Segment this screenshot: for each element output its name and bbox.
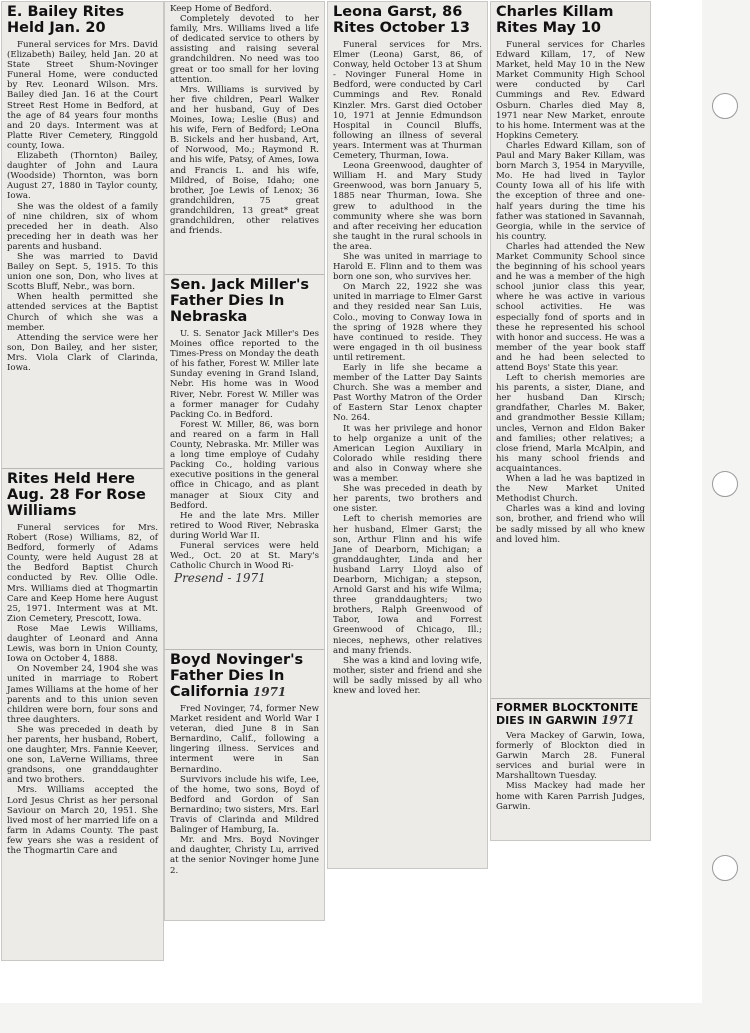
garst-para: She was united in marriage to Harold E. Flinn and to them was born one son, who survives her. [333, 251, 482, 283]
williams-cont-para: Mrs. Williams is survived by her five children, Pearl Walker and her husband, Guy of Des Moines, Iowa; Leslie (Bus) and his wife, Fern of Bedford; LeOna B. Sickels and her husband, Art, of Norwood, Mo.; Raymond R. and his wife, Patsy, of Ames, Iowa and Francis L. and his wife, Mildred, of Boise, Idaho; one brother, Joe Lewis of Lenox; 36 grandchildren, 75 great grandchildren, 13 great* great grandchildren, other relatives and friends. [170, 84, 319, 237]
garst-para: It was her privilege and honor to help organize a unit of the American Legion Auxiliary in Colorado while residing there and also in Conway where she was a member. [333, 423, 482, 485]
novinger-headline: Boyd Novinger's Father Dies In California 1971 [170, 652, 304, 700]
novinger-para: Fred Novinger, 74, former New Market resident and World War I veteran, died June 8 in San Bernardino, Calif., following a lingering illness. Services and interment were in San Bernardino. [170, 704, 319, 775]
mackey-para: Miss Mackey had made her home with Karen Parrish Judges, Garwin. [496, 781, 645, 812]
binder-hole-top [712, 93, 738, 119]
novinger-para: Mr. and Mrs. Boyd Novinger and daughter, Christy Lu, arrived at the senior Novinger home June 2. [170, 835, 319, 876]
miller-headline: Sen. Jack Miller's Father Dies In Nebraska [170, 277, 310, 325]
binder-hole-middle [712, 471, 738, 497]
miller-para: Forest W. Miller, 86, was born and reared on a farm in Hall County, Nebraska. Mr. Miller was a long time employe of Cudahy Packing Co., holding various executive positions in the general office in Chicago, and as plant manager at Sioux City and Bedford. [170, 419, 319, 511]
killam-headline: Charles Killam Rites May 10 [496, 4, 614, 36]
mackey-headline: FORMER BLOCKTONITE DIES IN GARWIN 1971 [496, 701, 639, 727]
garst-para: She was preceded in death by her parents, two brothers and one sister. [333, 484, 482, 515]
clipping-williams [2, 468, 163, 858]
bailey-para: Attending the service were her son, Don Bailey, and her sister, Mrs. Viola Clark of Clarinda, Iowa. [7, 332, 158, 373]
column-1 [2, 2, 163, 960]
column-2 [165, 2, 324, 920]
killam-para: When a lad he was baptized in the New Market United Methodist Church. [496, 474, 645, 505]
killam-para: Funeral services for Charles Edward Killam, 17, of New Market, held May 10 in the New Market Community High School were conducted by Carl Cummings and Rev. Edward Osburn. Charles died May 8, 1971 near New Market, enroute to his home. Interment was at the Hopkins Cemetery. [496, 40, 645, 141]
williams-para: Funeral services for Mrs. Robert (Rose) Williams, 82, of Bedford, formerly of Adams County, were held August 28 at the Bedford Baptist Church conducted by Rev. Ollie Odle. Mrs. Williams died at Thogmartin Care and Keep Home here August 25, 1971. Interment was at Mt. Zion Cemetery, Prescott, Iowa. [7, 523, 158, 624]
clipping-bailey [2, 2, 163, 468]
bailey-headline: E. Bailey Rites Held Jan. 20 [7, 4, 125, 36]
garst-headline: Leona Garst, 86 Rites October 13 [333, 4, 470, 36]
column-3 [328, 2, 487, 868]
bailey-para: When health permitted she attended services at the Baptist Church of which she was a member. [7, 292, 158, 333]
miller-para: Funeral services were held Wed., Oct. 20 at St. Mary's Catholic Church in Wood Ri- [170, 540, 319, 572]
clipping-killam [491, 2, 650, 698]
garst-para: Funeral services for Mrs. Elmer (Leona) Garst, 86, of Conway, held October 13 at Shum - Novinger Funeral Home in Bedford, were conducted by Carl Cummings and Rev. Ronald Kinzler. Mrs. Garst died October 10, 1971 at Jennie Edmundson Hospital in Council Bluffs, following an illness of several years. Interment was at Thurman Cemetery, Thurman, Iowa. [333, 40, 482, 162]
clipping-novinger [165, 649, 324, 878]
clipping-miller [165, 274, 324, 649]
garst-para: She was a kind and loving wife, mother, sister and friend and she will be sadly missed by all who knew and loved her. [333, 655, 482, 696]
williams-para: On November 24, 1904 she was united in marriage to Robert James Williams at the home of her parents and to this union seven children were born, four sons and three daughters. [7, 664, 158, 725]
bailey-para: Funeral services for Mrs. David (Elizabeth) Bailey, held Jan. 20 at State Street Shum-Novinger Funeral Home, were conducted by Rev. Leonard Wilson. Mrs. Bailey died Jan. 16 at the Court Street Rest Home in Bedford, at the age of 84 years four months and 20 days. Interment was at Platte River Cemetery, Ringgold county, Iowa. [7, 40, 158, 151]
column-4 [491, 2, 650, 840]
williams-para: She was preceded in death by her parents, her husband, Robert, one daughter, Mrs. Fannie Keever, one son, LaVerne Williams, three grandsons, one granddaughter and two brothers. [7, 724, 158, 786]
miller-para: U. S. Senator Jack Miller's Des Moines office reported to the Times-Press on Monday the death of his father, Forest W. Miller late Sunday evening in Grand Island, Nebr. His home was in Wood River, Nebr. Forest W. Miller was a former manager for Cudahy Packing Co. in Bedford. [170, 329, 319, 420]
killam-para: Charles was a kind and loving son, brother, and friend who will be sadly missed by all who knew and loved him. [496, 504, 645, 545]
binder-hole-bottom [712, 855, 738, 881]
novinger-handwritten-year: 1971 [252, 685, 287, 699]
williams-cont-para: Completely devoted to her family, Mrs. Williams lived a life of dedicated service to others by assisting and raising several grandchildren. No need was too great or too small for her loving attention. [170, 14, 319, 85]
killam-para: Charles had attended the New Market Community School since the beginning of his school years and he was a member of the high school junior class this year, where he was active in various school activities. He was especially fond of sports and in these he represented his school with honor and success. He was a member of the year book staff and he had been selected to attend Boys' State this year. [496, 241, 645, 373]
bailey-para: Elizabeth (Thornton) Bailey, daughter of John and Laura (Woodside) Thornton, was born August 27, 1880 in Taylor county, Iowa. [7, 151, 158, 202]
clipping-williams-continued [165, 2, 324, 274]
miller-handwritten-note: Presend - 1971 [174, 571, 266, 586]
williams-para: Rose Mae Lewis Williams, daughter of Leonard and Anna Lewis, was born in Union County, Iowa on October 4, 1888. [7, 623, 158, 665]
williams-headline: Rites Held Here Aug. 28 For Rose Williams [7, 471, 146, 519]
williams-cont-para: Keep Home of Bedford. [170, 4, 272, 14]
garst-para: Leona Greenwood, daughter of William H. and Mary Study Greenwood, was born January 5, 1885 near Thurman, Iowa. She grew to adulthood in the community where she was born and after receiving her education she taught in the rural schools in the area. [333, 161, 482, 252]
garst-para: Left to cherish memories are her husband, Elmer Garst; the son, Arthur Flinn and his wife Jane of Dearborn, Michigan; a granddaughter, Linda and her husband Larry Lloyd also of Dearborn, Michigan; a stepson, Arnold Garst and his wife Wilma; three granddaughters; two brothers, Ralph Greenwood of Tabor, Iowa and Forrest Greenwood of Chicago, Ill.; nieces, nephews, other relatives and many friends. [333, 514, 482, 656]
clipping-mackey [491, 698, 650, 814]
killam-para: Left to cherish memories are his parents, a sister, Diane, and her husband Dan Kirsch; grandfather, Charles M. Baker, and grandmother Bessie Killam; uncles, Vernon and Eldon Baker and families; other relatives; a close friend, Marla McAlpin, and his many school friends and acquaintances. [496, 373, 645, 474]
mackey-handwritten-year: 1971 [601, 713, 635, 727]
mackey-para: Vera Mackey of Garwin, Iowa, formerly of Blockton died in Garwin March 28. Funeral services and burial were in Marshalltown Tuesday. [496, 731, 645, 782]
novinger-para: Survivors include his wife, Lee, of the home, two sons, Boyd of Bedford and Gordon of San Bernardino; two sisters, Mrs. Earl Travis of Clarinda and Mildred Balinger of Hamburg, Ia. [170, 774, 319, 836]
clipping-garst [328, 2, 487, 698]
killam-para: Charles Edward Killam, son of Paul and Mary Baker Killam, was born March 3, 1954 in Maryville, Mo. He had lived in Taylor County Iowa all of his life with the exception of three and one-half years during the time his father was stationed in Savannah, Georgia, while in the service of his country. [496, 140, 645, 242]
garst-para: Early in life she became a member of the Latter Day Saints Church. She was a member and Past Worthy Matron of the Order of Eastern Star Lenox chapter No. 264. [333, 363, 482, 424]
garst-para: On March 22, 1922 she was united in marriage to Elmer Garst and they resided near San Luis, Colo., moving to Conway Iowa in the spring of 1928 where they have continued to reside. They were engaged in th oil business until retirement. [333, 282, 482, 363]
miller-para: He and the late Mrs. Miller retired to Wood River, Nebraska during World War II. [170, 510, 319, 541]
bailey-para: She was married to David Bailey on Sept. 5, 1915. To this union one son, Don, who lives at Scotts Bluff, Nebr., was born. [7, 251, 158, 293]
williams-para: Mrs. Williams accepted the Lord Jesus Christ as her personal Saviour on March 20, 1951. She lived most of her married life on a farm in Adams County. The past few years she was a resident of the Thogmartin Care and [7, 785, 158, 856]
bailey-para: She was the oldest of a family of nine children, six of whom preceded her in death. Also preceding her in death was her parents and husband. [7, 201, 158, 252]
